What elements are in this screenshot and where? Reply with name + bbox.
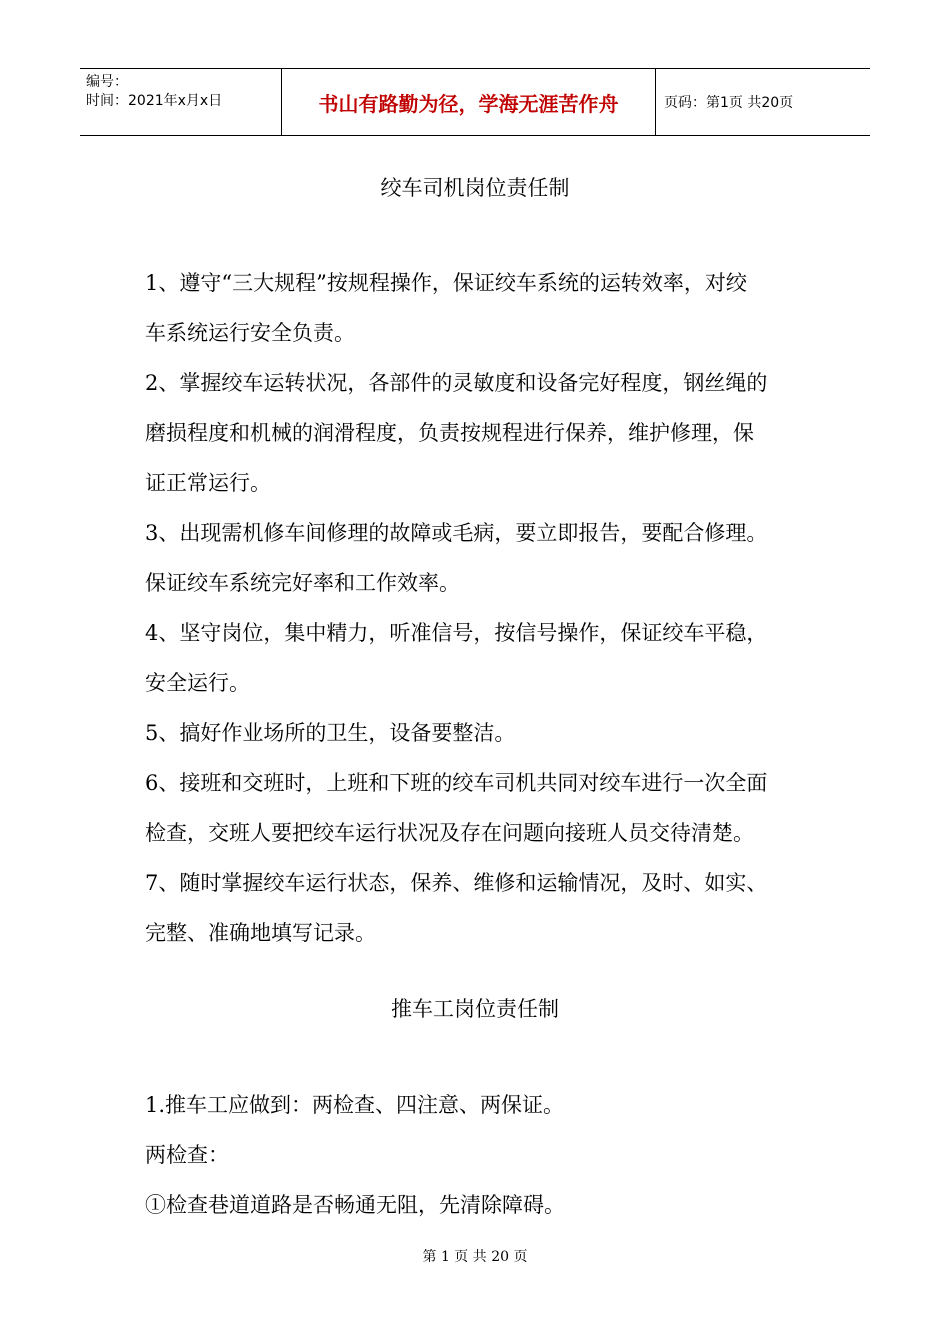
header-meta [80, 69, 282, 135]
paragraph-line: ①检查巷道道路是否畅通无阻，先清除障碍。 [145, 1193, 565, 1217]
paragraph-line: 两检查： [145, 1143, 229, 1167]
document-number-label: 编号： [86, 74, 128, 90]
paragraph-line: 2、掌握绞车运转状况，各部件的灵敏度和设备完好程度，钢丝绳的 [145, 371, 768, 395]
page-header [80, 68, 870, 136]
section-title-winch-driver: 绞车司机岗位责任制 [380, 176, 570, 200]
paragraph-line: 保证绞车系统完好率和工作效率。 [145, 571, 460, 595]
paragraph-line: 证正常运行。 [145, 471, 271, 495]
page-footer: 第 1 页 共 20 页 [422, 1249, 528, 1265]
paragraph-line: 安全运行。 [145, 671, 250, 695]
paragraph-line: 7、随时掌握绞车运行状态，保养、维修和运输情况，及时、如实、 [145, 871, 768, 895]
paragraph-line: 6、接班和交班时，上班和下班的绞车司机共同对绞车进行一次全面 [145, 771, 768, 795]
header-motto: 书山有路勤为径，学海无涯苦作舟 [282, 69, 656, 135]
paragraph-line: 1.推车工应做到：两检查、四注意、两保证。 [145, 1093, 565, 1117]
paragraph-line: 4、坚守岗位，集中精力，听准信号，按信号操作，保证绞车平稳， [145, 621, 768, 645]
section-body-pusher [145, 1080, 810, 1230]
paragraph-line: 5、搞好作业场所的卫生，设备要整洁。 [145, 721, 516, 745]
paragraph-line: 检查，交班人要把绞车运行状况及存在问题向接班人员交待清楚。 [145, 821, 754, 845]
paragraph-line: 磨损程度和机械的润滑程度，负责按规程进行保养，维护修理，保 [145, 421, 754, 445]
section-body-winch-driver [145, 258, 810, 958]
paragraph-line: 车系统运行安全负责。 [145, 321, 355, 345]
paragraph-line: 完整、准确地填写记录。 [145, 921, 376, 945]
document-date: 时间：2021年x月x日 [86, 93, 223, 109]
section-title-pusher: 推车工岗位责任制 [391, 997, 559, 1021]
paragraph-line: 1、遵守“三大规程”按规程操作，保证绞车系统的运转效率，对绞 [145, 271, 747, 295]
header-page-info: 页码：第1页 共20页 [664, 95, 794, 111]
paragraph-line: 3、出现需机修车间修理的故障或毛病，要立即报告，要配合修理。 [145, 521, 768, 545]
